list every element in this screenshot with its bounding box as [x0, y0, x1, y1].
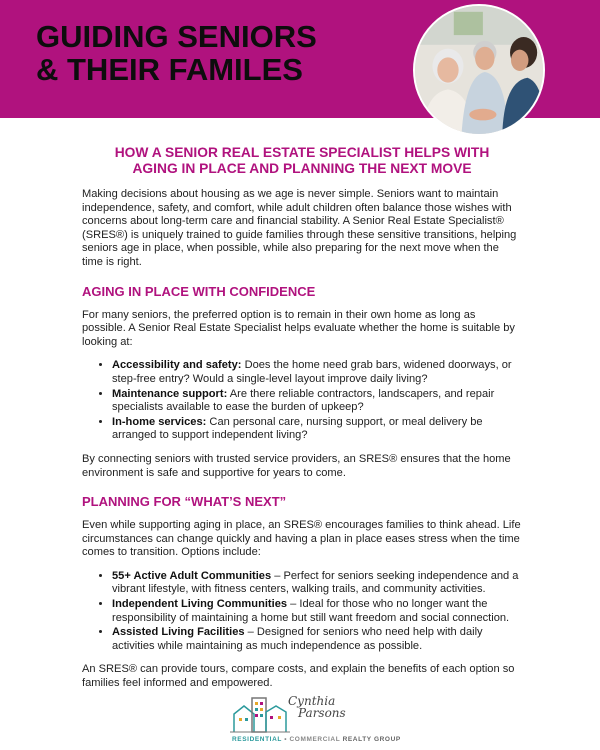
- company-logo: [228, 692, 401, 746]
- options-list: [82, 570, 522, 654]
- page-subtitle: [82, 145, 522, 176]
- list-item-term: Maintenance support:: [112, 387, 228, 400]
- list-item-term: In-home services:: [112, 415, 207, 428]
- main-content: [82, 145, 522, 701]
- logo-tag-realty-group: REALTY GROUP: [340, 736, 401, 743]
- logo-tagline: [232, 736, 401, 743]
- subtitle-line-1: HOW A SENIOR REAL ESTATE SPECIALIST HELPS WITH: [114, 145, 490, 160]
- title-line-1: GUIDING SENIORS: [36, 19, 317, 54]
- list-item: [112, 416, 522, 443]
- list-item-text: Does the home need grab bars, widened doorways, or step-free entry? Would a single-level layout improve daily living?: [112, 359, 512, 385]
- section2-closing: An SRES® can provide tours, compare costs, and explain the benefits of each option so families feel informed and empowered.: [82, 663, 515, 690]
- logo-first-name: Cynthia: [288, 694, 336, 708]
- section1-intro: For many seniors, the preferred option is to remain in their own home as long as possible. A Senior Real Estate Specialist helps evaluate whether the home is suitable by looking at:: [82, 308, 515, 348]
- logo-tag-residential: RESIDENTIAL: [232, 736, 282, 743]
- list-item: [112, 598, 522, 625]
- intro-paragraph: Making decisions about housing as we age is never simple. Seniors want to maintain independence, safety, and comfort, while adult children often balance those wishes with concerns about long-term care and financial stability. A Senior Real Estate Specialist® (SRES®) is uniquely trained to guide families through these sensitive transitions, helping seniors age in place, when possible, while also preparing for the next move when the time is right.: [82, 188, 517, 268]
- buildings-logo-icon: [230, 692, 290, 734]
- title-line-2: & THEIR FAMILES: [36, 52, 303, 87]
- list-item: [112, 359, 522, 386]
- logo-tag-commercial: COMMERCIAL: [289, 736, 341, 743]
- logo-last-name: Parsons: [298, 706, 346, 720]
- logo-script-name: [288, 695, 346, 719]
- section2-intro: Even while supporting aging in place, an SRES® encourages families to think ahead. Life circumstances can change quickly and having a plan in place eases stress when the time comes to transition. Options include:: [82, 519, 521, 559]
- list-item-text: – Designed for seniors who need help with daily activities while maintaining as much independence as possible.: [112, 626, 483, 652]
- seniors-photo-illustration: [415, 6, 543, 134]
- seniors-photo: [413, 4, 545, 136]
- list-item-text: Can personal care, nursing support, or meal delivery be arranged to support independent living?: [112, 415, 483, 442]
- section1-closing: By connecting seniors with trusted service providers, an SRES® ensures that the home environment is safe and supportive for years to come.: [82, 452, 511, 479]
- list-item: [112, 626, 522, 653]
- list-item: [112, 570, 522, 597]
- list-item-term: Independent Living Communities: [112, 598, 288, 611]
- list-item-text: – Ideal for those who no longer want the responsibility of maintaining a home but still want freedom and social connection.: [112, 598, 510, 624]
- aging-in-place-list: [82, 359, 522, 443]
- page-title: [36, 20, 317, 86]
- list-item-text: – Perfect for seniors seeking independence and a vibrant lifestyle, with fitness centers, walking trails, and community activities.: [112, 569, 519, 596]
- list-item-text: Are there reliable contractors, landscapers, and repair specialists available to ease the burden of upkeep?: [112, 387, 495, 414]
- subtitle-line-2: AGING IN PLACE AND PLANNING THE NEXT MOVE: [132, 160, 472, 176]
- list-item-term: Accessibility and safety:: [112, 359, 242, 372]
- section-heading-aging-in-place: AGING IN PLACE WITH CONFIDENCE: [82, 283, 316, 299]
- list-item-term: 55+ Active Adult Communities: [112, 569, 272, 582]
- list-item: [112, 388, 522, 415]
- section-heading-whats-next: PLANNING FOR “WHAT’S NEXT”: [82, 494, 287, 510]
- logo-tag-separator: •: [281, 736, 290, 743]
- list-item-term: Assisted Living Facilities: [112, 626, 245, 639]
